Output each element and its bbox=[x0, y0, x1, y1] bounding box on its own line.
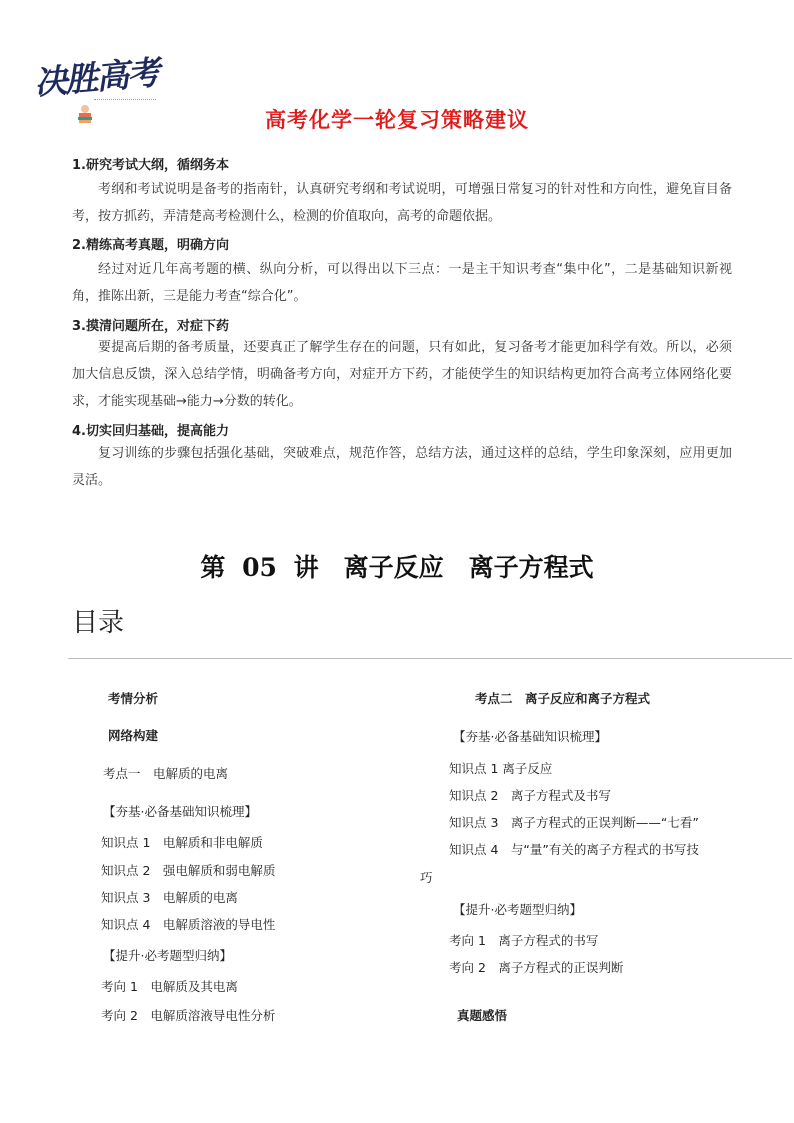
toc-item-direction-1-1[interactable]: 考向 1 电解质及其电离 bbox=[101, 979, 238, 994]
toc-item-network[interactable]: 网络构建 bbox=[108, 728, 159, 743]
toc-item-knowledge-2-4[interactable]: 知识点 4 与“量”有关的离子方程式的书写技 bbox=[449, 842, 699, 857]
section-heading-3: 3.摸清问题所在，对症下药 bbox=[72, 319, 229, 334]
section-body-2: 经过对近几年高考题的横、纵向分析，可以得出以下三点：一是主干知识考查“集中化”，二是基础知识新视角，推陈出新，三是能力考查“综合化”。 bbox=[72, 262, 732, 304]
toc-item-knowledge-1-2[interactable]: 知识点 2 强电解质和弱电解质 bbox=[101, 863, 276, 878]
section-body-1: 考纲和考试说明是备考的指南针，认真研究考纲和考试说明，可增强日常复习的针对性和方向性，避免盲目备考，按方抓药，弄清楚高考检测什么，检测的价值取向，高考的命题依据。 bbox=[72, 182, 732, 224]
toc-item-knowledge-2-2[interactable]: 知识点 2 离子方程式及书写 bbox=[449, 788, 611, 803]
lecture-title: 第 05 讲 离子反应 离子方程式 bbox=[200, 553, 594, 582]
toc-item-exam-analysis[interactable]: 考情分析 bbox=[108, 691, 159, 706]
toc-item-real-exam[interactable]: 真题感悟 bbox=[457, 1008, 508, 1023]
toc-item-knowledge-2-1[interactable]: 知识点 1 离子反应 bbox=[449, 761, 553, 776]
toc-heading: 目录 bbox=[72, 608, 125, 638]
toc-item-knowledge-2-3[interactable]: 知识点 3 离子方程式的正误判断——“七看” bbox=[449, 815, 699, 830]
toc-item-knowledge-1-1[interactable]: 知识点 1 电解质和非电解质 bbox=[101, 835, 263, 850]
section-heading-4: 4.切实回归基础，提高能力 bbox=[72, 424, 229, 439]
toc-item-basics-2[interactable]: 【夯基·必备基础知识梳理】 bbox=[453, 729, 607, 744]
toc-item-point-1[interactable]: 考点一 电解质的电离 bbox=[103, 766, 229, 781]
section-heading-2: 2.精练高考真题，明确方向 bbox=[72, 238, 229, 253]
page-title: 高考化学一轮复习策略建议 bbox=[265, 108, 529, 132]
toc-item-knowledge-1-4[interactable]: 知识点 4 电解质溶液的导电性 bbox=[101, 917, 276, 932]
toc-item-improve-1[interactable]: 【提升·必考题型归纳】 bbox=[103, 948, 232, 963]
toc-item-point-2[interactable]: 考点二 离子反应和离子方程式 bbox=[475, 691, 651, 706]
toc-item-direction-2-1[interactable]: 考向 1 离子方程式的书写 bbox=[449, 933, 599, 948]
section-body-3: 要提高后期的备考质量，还要真正了解学生存在的问题，只有如此，复习备考才能更加科学有效。所以，必须加大信息反馈，深入总结学情，明确备考方向，对症开方下药，才能使学生的知识结构更加符合高考立体网络化要求，才能实现基础→能力→分数的转化。 bbox=[72, 340, 732, 409]
toc-item-knowledge-2-4-cont[interactable]: 巧 bbox=[420, 870, 433, 885]
section-heading-1: 1.研究考试大纲，循纲务本 bbox=[72, 158, 229, 173]
toc-item-direction-1-2[interactable]: 考向 2 电解质溶液导电性分析 bbox=[101, 1008, 276, 1023]
toc-item-direction-2-2[interactable]: 考向 2 离子方程式的正误判断 bbox=[449, 960, 624, 975]
toc-item-knowledge-1-3[interactable]: 知识点 3 电解质的电离 bbox=[101, 890, 238, 905]
logo-text: 决胜高考 bbox=[32, 52, 160, 103]
toc-item-basics-1[interactable]: 【夯基·必备基础知识梳理】 bbox=[103, 804, 257, 819]
toc-divider bbox=[68, 658, 792, 659]
toc-item-improve-2[interactable]: 【提升·必考题型归纳】 bbox=[453, 902, 582, 917]
section-body-4: 复习训练的步骤包括强化基础，突破难点，规范作答，总结方法，通过这样的总结，学生印象深刻，应用更加灵活。 bbox=[72, 446, 732, 488]
